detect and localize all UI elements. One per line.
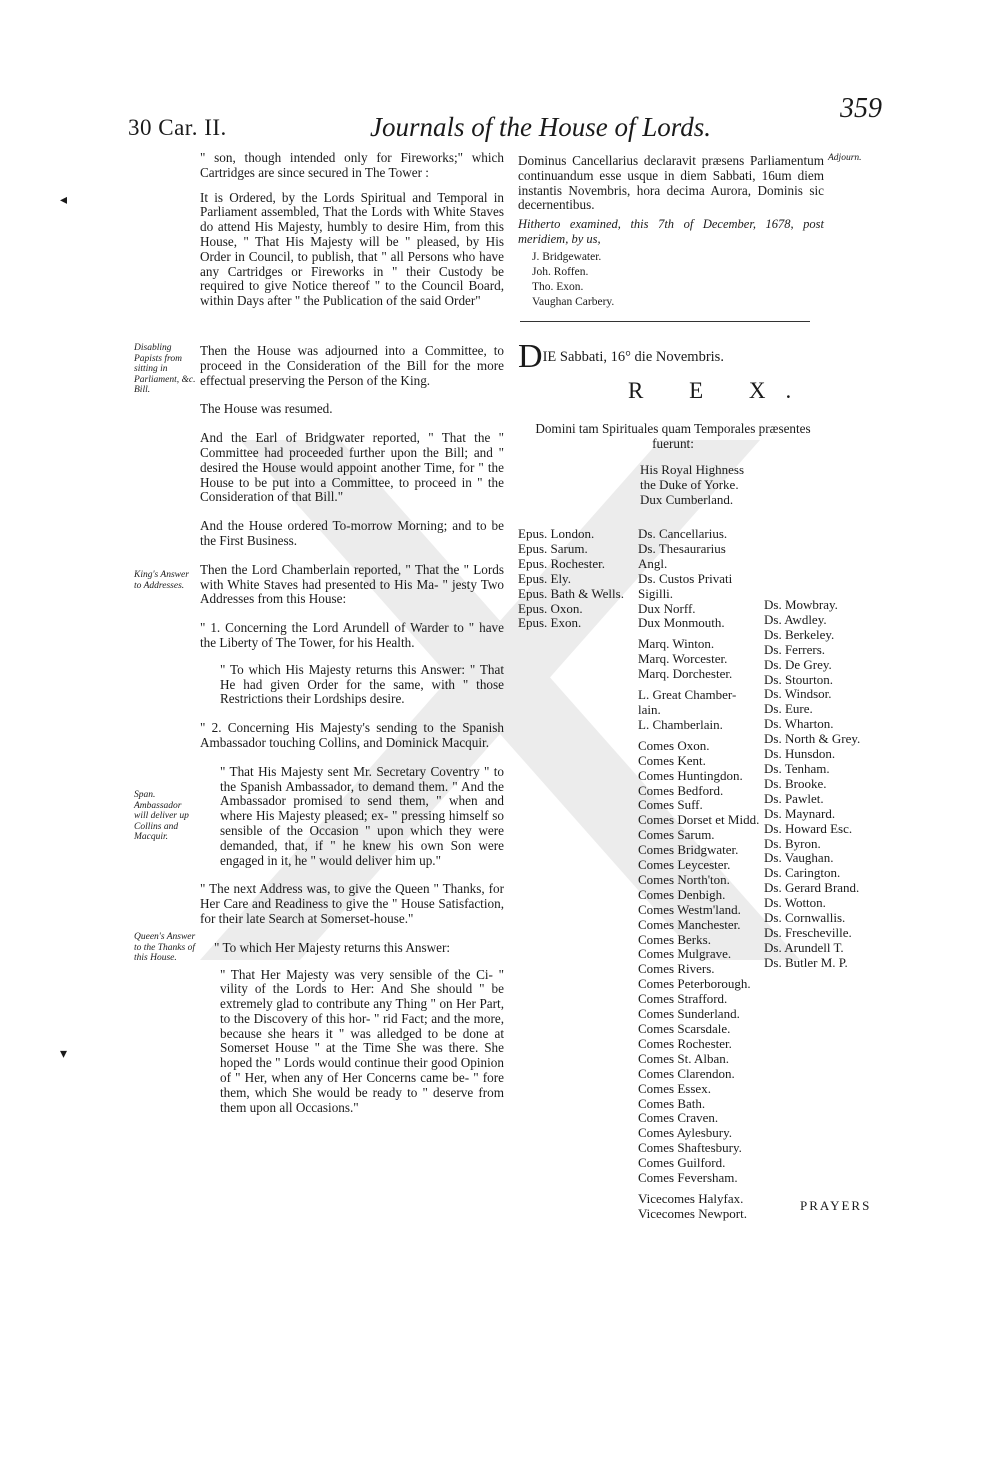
stray-mark: ▾ xyxy=(60,1047,68,1062)
examined-line: Hitherto examined, this 7th of December, 1678, post meridiem, by us, xyxy=(518,217,824,246)
peer-attendee: Comes Peterborough. xyxy=(638,976,751,992)
peer-attendee: Comes Aylesbury. xyxy=(638,1125,733,1141)
baron-attendee: Ds. Howard Esc. xyxy=(764,820,853,836)
bishop-attendee: Epus. Ely. xyxy=(518,570,571,586)
bishop-attendee: Epus. London. xyxy=(518,526,595,541)
baron-attendee: Ds. Stourton. xyxy=(764,671,833,687)
signatory: J. Bridgewater. xyxy=(532,251,602,263)
paragraph: " That His Majesty sent Mr. Secretary Coventry " to the Spanish Ambassador, to demand them. " And the Ambassador promised to send them, " when and where His Majesty pleased; ex- " pressing himself so sensible of the Occasion " upon which they were demanded, that, if " he knew his own Son were engaged in it, he " would deliver him up." xyxy=(220,763,504,868)
margin-note-disabling-papists: Disabling Papists from sitting in Parliament, &c. Bill. xyxy=(134,343,196,395)
paragraph: Then the Lord Chamberlain reported, " That the " Lords with White Staves had presented to His Ma- " jesty Two Addresses from this House: xyxy=(200,561,504,607)
peer-attendee: Comes Strafford. xyxy=(638,991,728,1007)
bishop-attendee: Epus. Sarum. xyxy=(518,540,588,556)
peers-list xyxy=(638,527,759,1222)
peer-attendee: Comes North'ton. xyxy=(638,871,730,887)
peer-attendee: Marq. Winton. xyxy=(638,636,715,652)
paragraph: " son, though intended only for Fireworks;" which Cartridges are since secured in The Tower : xyxy=(200,150,504,180)
barons-list xyxy=(764,598,860,971)
baron-attendee: Ds. Vaughan. xyxy=(764,850,834,866)
peer-attendee: Comes Mulgrave. xyxy=(638,946,732,962)
baron-attendee: Ds. Tenham. xyxy=(764,760,830,776)
section-rule xyxy=(520,321,810,322)
peer-attendee: Angl. xyxy=(638,555,668,571)
peer-attendee: Comes Oxon. xyxy=(638,737,710,753)
paragraph: " The next Address was, to give the Queen " Thanks, for Her Care and Readiness to give the " House Satisfaction, for their late Search at Somerset-house." xyxy=(200,881,504,926)
bishop-attendee: Epus. Exon. xyxy=(518,615,582,631)
peer-attendee: Comes Feversham. xyxy=(638,1170,738,1186)
baron-attendee: Ds. Mowbray. xyxy=(764,597,838,612)
peer-attendee: Dux Norff. xyxy=(638,600,696,616)
peer-attendee: Comes Rochester. xyxy=(638,1035,732,1051)
left-column-mid xyxy=(200,344,504,1115)
domini-line: Domini tam Spirituales quam Temporales præsentes fuerunt: xyxy=(535,421,811,451)
bishops-list xyxy=(518,527,624,631)
paragraph: The House was resumed. xyxy=(200,401,333,417)
baron-attendee: Ds. Byron. xyxy=(764,835,821,851)
baron-attendee: Ds. Maynard. xyxy=(764,805,836,821)
paragraph: " To which Her Majesty returns this Answer: xyxy=(214,939,451,955)
baron-attendee: Ds. Gerard Brand. xyxy=(764,880,860,896)
peer-attendee: Ds. Cancellarius. xyxy=(638,526,728,541)
rex-heading: R E X. xyxy=(628,378,812,403)
peer-attendee: Comes Dorset et Midd. xyxy=(638,812,760,828)
margin-note-spanish-ambassador: Span. Ambassador will deliver up Collins and Macquir. xyxy=(134,790,189,842)
peer-attendee: lain. xyxy=(638,701,661,717)
page-number: 359 xyxy=(840,93,882,124)
day-heading-text: IE Sabbati, 16° die Novembris. xyxy=(542,349,724,365)
peer-attendee: Comes Scarsdale. xyxy=(638,1021,731,1036)
peer-attendee: L. Chamberlain. xyxy=(638,716,723,732)
peer-attendee: Comes Bridgwater. xyxy=(638,842,739,858)
paragraph-order: It is Ordered, by the Lords Spiritual and Temporal in Parliament assembled, That the Lords with White Staves do attend His Majesty, humbly to desire Him, from this House, " That His Majesty will be " pleased, by His Order in Council, to publish, that " all Persons who have any Cartridges or Fireworks in " their Custody be required to give Notice thereof " to the Council Board, within Days after " the Publication of the said Order" xyxy=(200,189,504,309)
baron-attendee: Ds. Windsor. xyxy=(764,686,832,702)
bishop-attendee: Epus. Bath & Wells. xyxy=(518,585,624,601)
peer-attendee: L. Great Chamber- xyxy=(638,687,737,703)
adjournment-paragraph: Dominus Cancellarius declaravit præsens Parliamentum continuandum esse usque in diem Sabbati, 16um diem instantis Novembris, hora decima Aurora, Dominis sic decernentibus. xyxy=(518,153,824,213)
baron-attendee: Ds. Hunsdon. xyxy=(764,746,836,762)
paragraph: " To which His Majesty returns this Answer: " That He had given Order for the same, with " those Restrictions their Lordships desire. xyxy=(220,661,504,707)
signatory: Joh. Roffen. xyxy=(532,265,589,278)
peer-attendee: Comes Guilford. xyxy=(638,1155,726,1171)
baron-attendee: Ds. Butler M. P. xyxy=(764,954,848,970)
baron-attendee: Ds. Frescheville. xyxy=(764,924,852,940)
baron-attendee: Ds. Cornwallis. xyxy=(764,910,846,926)
royal-list xyxy=(640,463,744,508)
baron-attendee: Ds. Brooke. xyxy=(764,775,827,791)
baron-attendee: Ds. Carington. xyxy=(764,865,841,881)
baron-attendee: Ds. Wotton. xyxy=(764,895,826,911)
paragraph: Then the House was adjourned into a Committee, to proceed in the Consideration of the Bill for the more effectual preserving the Person of the King. xyxy=(200,343,504,388)
peer-attendee: Dux Monmouth. xyxy=(638,615,725,631)
peer-attendee: Comes Sarum. xyxy=(638,827,715,843)
baron-attendee: Ds. Ferrers. xyxy=(764,641,826,657)
peer-attendee: Ds. Custos Privati xyxy=(638,570,733,586)
running-head-title: Journals of the House of Lords. xyxy=(370,112,712,142)
catchword: PRAYERS xyxy=(800,1198,872,1213)
peer-attendee: Comes Westm'land. xyxy=(638,901,741,917)
peer-attendee: Comes Denbigh. xyxy=(638,886,726,902)
attendee: the Duke of Yorke. xyxy=(640,476,739,492)
peer-attendee: Marq. Dorchester. xyxy=(638,666,733,682)
peer-attendee: Comes St. Alban. xyxy=(638,1050,730,1066)
peer-attendee: Comes Manchester. xyxy=(638,916,741,932)
baron-attendee: Ds. Awdley. xyxy=(764,611,827,627)
baron-attendee: Ds. Pawlet. xyxy=(764,790,824,806)
drop-cap: D xyxy=(518,338,543,375)
paragraph: And the House ordered To-morrow Morning; and to be the First Business. xyxy=(200,518,504,548)
peer-attendee: Comes Suff. xyxy=(638,797,703,813)
signatory: Vaughan Carbery. xyxy=(532,295,615,308)
peer-attendee: Comes Huntingdon. xyxy=(638,767,743,783)
bishop-attendee: Epus. Oxon. xyxy=(518,600,583,616)
peer-attendee: Comes Sunderland. xyxy=(638,1006,740,1022)
left-column xyxy=(200,151,504,309)
peer-attendee: Vicecomes Halyfax. xyxy=(638,1190,744,1206)
peer-attendee: Comes Clarendon. xyxy=(638,1065,735,1081)
baron-attendee: Ds. Arundell T. xyxy=(764,939,844,955)
attendee: His Royal Highness xyxy=(640,462,744,477)
baron-attendee: Ds. Berkeley. xyxy=(764,626,835,642)
attendee: Dux Cumberland. xyxy=(640,491,734,507)
running-head-regnal-year: 30 Car. II. xyxy=(128,115,227,140)
baron-attendee: Ds. Eure. xyxy=(764,701,813,717)
margin-note-kings-answer: King's Answer to Addresses. xyxy=(134,570,189,591)
stray-mark: ◂ xyxy=(60,193,68,208)
peer-attendee: Ds. Thesaurarius xyxy=(638,540,726,556)
baron-attendee: Ds. De Grey. xyxy=(764,656,832,672)
paragraph: " That Her Majesty was very sensible of the Ci- " vility of the Lords to Her: And She should " be extremely glad to contribute any Thing " on Her Part, to the Discovery of this hor- " rid Fact; and the more, because she hears it " was alledged to be done at Somerset House " at the Time She was there. She hoped the " Lords would continue their good Opinion of " Her, when any of Her Concerns came be- " fore them, which She would be ready to " deserve from them upon all Occasions." xyxy=(220,966,504,1115)
peer-attendee: Comes Leycester. xyxy=(638,857,731,873)
peer-attendee: Comes Bedford. xyxy=(638,782,724,798)
margin-note-queens-answer: Queen's Answer to the Thanks of this House. xyxy=(134,932,196,963)
margin-note-adjourn: Adjourn. xyxy=(828,153,862,163)
peer-attendee: Comes Kent. xyxy=(638,752,706,768)
peer-attendee: Sigilli. xyxy=(638,585,674,601)
peer-attendee: Comes Essex. xyxy=(638,1080,711,1096)
paragraph: " 2. Concerning His Majesty's sending to the Spanish Ambassador touching Collins, and Dominick Macquir. xyxy=(200,720,504,750)
peer-attendee: Comes Bath. xyxy=(638,1095,706,1111)
peer-attendee: Comes Craven. xyxy=(638,1110,719,1126)
paragraph: And the Earl of Bridgwater reported, " That the " Committee had proceeded further upon the Bill; and " desired the House would appoint another Time, for " the House to be put into a Committee, to proceed in " the Consideration of that Bill." xyxy=(200,430,504,505)
peer-attendee: Vicecomes Newport. xyxy=(638,1205,747,1221)
peer-attendee: Marq. Worcester. xyxy=(638,651,728,667)
signatory: Tho. Exon. xyxy=(532,280,584,293)
peer-attendee: Comes Rivers. xyxy=(638,961,715,977)
peer-attendee: Comes Shaftesbury. xyxy=(638,1140,742,1156)
bishop-attendee: Epus. Rochester. xyxy=(518,555,606,571)
baron-attendee: Ds. Wharton. xyxy=(764,716,834,732)
signatories-list xyxy=(532,250,614,310)
paragraph: " 1. Concerning the Lord Arundell of Warder to " have the Liberty of The Tower, for his Health. xyxy=(200,620,504,650)
day-heading xyxy=(518,338,724,375)
peer-attendee: Comes Berks. xyxy=(638,931,711,947)
baron-attendee: Ds. North & Grey. xyxy=(764,731,861,747)
